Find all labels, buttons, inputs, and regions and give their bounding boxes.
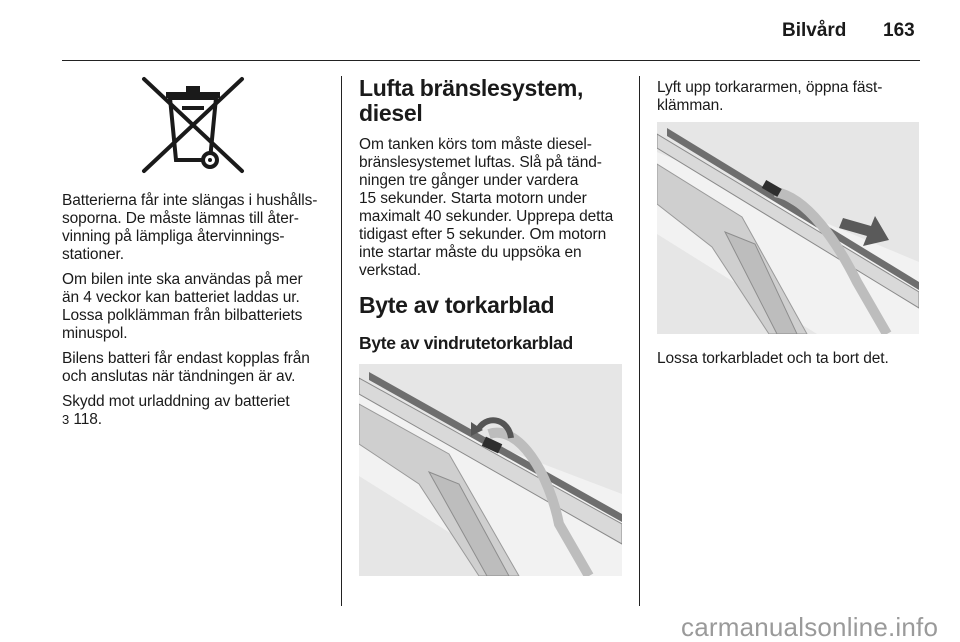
fuel-bleeding-text: Om tanken körs tom måste diesel- bränslesystemet luftas. Slå på tänd- ningen tre gånger under vardera 15 sekunder. Starta motorn under maximalt 40 sekunder. Upprepa detta tidigast efter 5 sekunder. Om motorn inte startar måste du uppsöka en verkstad. — [359, 136, 614, 279]
lift-wiper-arm-text: Lyft upp torkararmen, öppna fäst- klämman. — [657, 79, 883, 114]
crossed-out-wheelie-bin-icon — [140, 76, 246, 174]
section-title: Bilvård — [782, 20, 847, 41]
watermark: carmanualsonline.info — [681, 612, 939, 642]
battery-disconnect-text: Bilens batteri får endast kopplas från och anslutas när tändningen är av. — [62, 350, 310, 385]
page-reference-link[interactable]: 118. — [73, 411, 102, 428]
cross-reference-paragraph — [62, 393, 334, 429]
header-divider — [62, 60, 920, 61]
battery-disposal-text: Batterierna får inte slängas i hushålls- soporna. De måste lämnas till åter- vinning på lämpliga återvinnings- stationer. — [62, 192, 318, 263]
wiper-blade-illustration-remove — [657, 122, 919, 334]
reference-arrow-icon: 3 — [62, 412, 70, 427]
heading-fuel-bleeding: Lufta bränslesystem, diesel — [359, 75, 584, 126]
wiper-blade-illustration-rotate — [359, 364, 622, 576]
heading-wiper-blades: Byte av torkarblad — [359, 292, 555, 318]
cross-reference-text: Skydd mot urladdning av batteriet — [62, 393, 290, 410]
page-header — [0, 0, 960, 62]
battery-storage-text: Om bilen inte ska användas på mer än 4 veckor kan batteriet laddas ur. Lossa polklämman från bilbatteriets minuspol. — [62, 271, 303, 342]
column-divider-left — [341, 76, 342, 606]
page-number: 163 — [883, 20, 915, 41]
column-divider-right — [639, 76, 640, 606]
subheading-windscreen-wiper: Byte av vindrutetorkarblad — [359, 333, 573, 353]
remove-wiper-blade-text: Lossa torkarbladet och ta bort det. — [657, 350, 889, 367]
